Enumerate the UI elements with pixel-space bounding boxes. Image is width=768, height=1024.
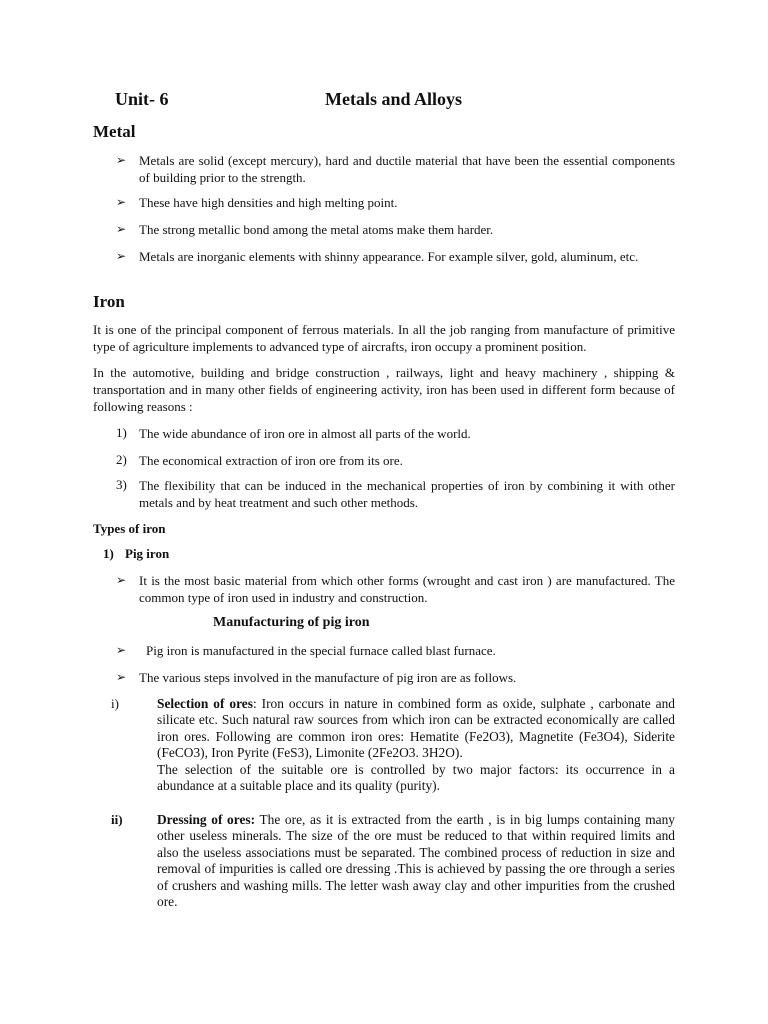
step-label: ii) — [111, 812, 123, 827]
reason-number: 2) — [116, 452, 127, 467]
step-selection-of-ores — [157, 696, 675, 794]
step-body: The ore, as it is extracted from the earth , is in big lumps containing many other useless minerals. The size of the ore must be reduced to that within required limits and also the useless associations must be separated. The combined process of reduction in size and removal of impurities is called ore dressing .This is achieved by passing the ore through a series of crushers and washing mills. The letter wash away clay and other impurities from the crushed ore. — [157, 812, 675, 910]
metal-heading: Metal — [93, 122, 136, 141]
metal-bullet-1: Metals are solid (except mercury), hard and ductile material that have been the essential components of building prior to the strength. — [139, 153, 675, 185]
bullet-icon: ➢ — [116, 643, 127, 657]
reason-number: 1) — [116, 425, 127, 440]
bullet-icon: ➢ — [116, 249, 127, 263]
step-title-sep: : — [252, 696, 257, 711]
types-heading: Types of iron — [93, 521, 166, 536]
iron-heading: Iron — [93, 292, 125, 311]
bullet-icon: ➢ — [116, 153, 127, 167]
step-title: Selection of ores — [157, 696, 253, 711]
metal-bullet-3: The strong metallic bond among the metal atoms make them harder. — [139, 222, 494, 237]
reason-1: The wide abundance of iron ore in almost all parts of the world. — [139, 426, 471, 441]
step-body: Iron occurs in nature in combined form as oxide, sulphate , carbonate and silicate etc. Such natural raw sources from which iron can be extracted economically are called iron ores. Following are common iron ores: Hematite (Fe2O3), Magnetite (Fe3O4), Siderite (FeCO3), Iron Pyrite (FeS3), Limonite (2Fe2O3. 3H2O). — [157, 696, 675, 761]
bullet-icon: ➢ — [116, 195, 127, 209]
iron-paragraph-2: In the automotive, building and bridge construction , railways, light and heavy machinery , shipping & transportation and in many other fields of engineering activity, iron has been used in different form because of following reasons : — [93, 365, 675, 414]
manufacturing-heading: Manufacturing of pig iron — [213, 615, 370, 630]
metal-bullet-2: These have high densities and high melting point. — [139, 195, 398, 210]
step-label: i) — [111, 696, 119, 711]
bullet-icon: ➢ — [116, 222, 127, 236]
bullet-icon: ➢ — [116, 573, 127, 587]
manufacturing-bullet-2: The various steps involved in the manufacture of pig iron are as follows. — [139, 670, 517, 685]
step-title: Dressing of ores: — [157, 812, 256, 827]
step-dressing-of-ores — [157, 812, 675, 910]
iron-paragraph-1: It is one of the principal component of ferrous materials. In all the job ranging from manufacture of primitive type of agriculture implements to advanced type of aircrafts, iron occupy a prominent position. — [93, 322, 675, 354]
pig-iron-number: 1) — [103, 546, 114, 561]
manufacturing-bullet-1: Pig iron is manufactured in the special furnace called blast furnace. — [146, 643, 496, 658]
bullet-icon: ➢ — [116, 670, 127, 684]
unit-label: Unit- 6 — [115, 89, 169, 109]
reason-number: 3) — [116, 477, 127, 492]
reason-2: The economical extraction of iron ore from its ore. — [139, 453, 403, 468]
pig-iron-label: Pig iron — [125, 546, 170, 561]
metal-bullet-4: Metals are inorganic elements with shinny appearance. For example silver, gold, aluminum, etc. — [139, 249, 639, 264]
pig-iron-bullet: It is the most basic material from which other forms (wrought and cast iron ) are manufactured. The common type of iron used in industry and construction. — [139, 573, 675, 605]
step-extra: The selection of the suitable ore is controlled by two major factors: its occurrence in a abundance at a suitable place and its quality (purity). — [157, 761, 675, 794]
page-title: Metals and Alloys — [325, 89, 463, 109]
reason-3: The flexibility that can be induced in the mechanical properties of iron by combining it with other metals and by heat treatment and such other methods. — [139, 478, 675, 510]
